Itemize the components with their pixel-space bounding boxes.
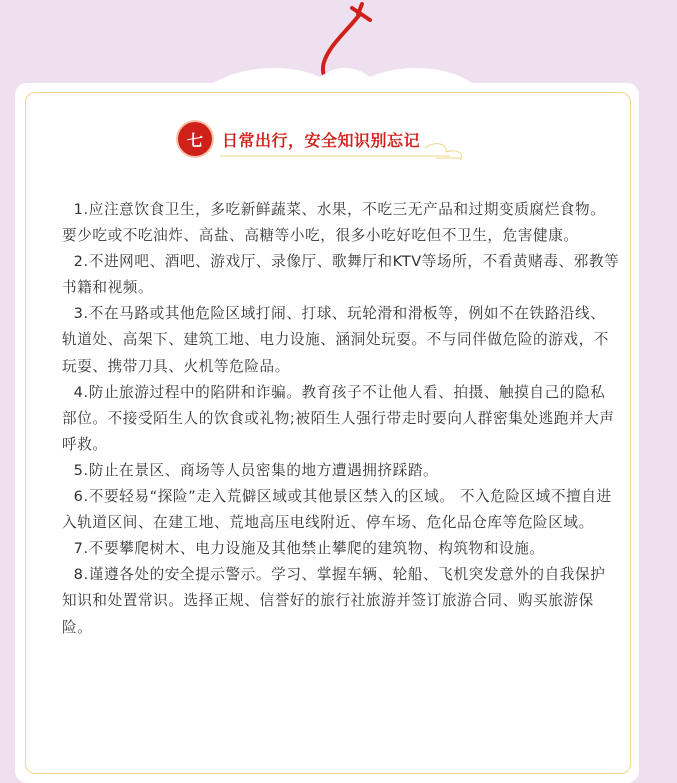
paragraph-5: 5.防止在景区、商场等人员密集的地方遭遇拥挤踩踏。	[73, 461, 439, 479]
section-heading	[178, 122, 420, 156]
paragraph-7: 7.不要攀爬树木、电力设施及其他禁止攀爬的建筑物、构筑物和设施。	[73, 540, 545, 558]
paragraph-6: 6.不要轻易“探险”走入荒僻区域或其他景区禁入的区域。 不入危险区域不擅自进入轨道区间、在建工地、荒地高压电线附近、停车场、危化品仓库等危险区域。	[62, 488, 612, 532]
section-title: 日常出行，安全知识别忘记	[222, 130, 421, 150]
paragraph-4: 4.防止旅游过程中的陷阱和诈骗。教育孩子不让他人看、拍摄、触摸自己的隐私部位。不接受陌生人的饮食或礼物;被陌生人强行带走时要向人群密集处逃跑并大声呼救。	[62, 383, 615, 453]
article-body	[62, 197, 620, 641]
paragraph-1: 1.应注意饮食卫生，多吃新鲜蔬菜、水果，不吃三无产品和过期变质腐烂食物。要少吃或不吃油炸、高盐、高糖等小吃，很多小吃好吃但不卫生，危害健康。	[62, 201, 606, 245]
paragraph-8: 8.谨遵各处的安全提示警示。学习、掌握车辆、轮船、飞机突发意外的自我保护知识和处置常识。选择正规、信誉好的旅行社旅游并签订旅游合同、购买旅游保险。	[62, 566, 606, 636]
paragraph-3: 3.不在马路或其他危险区域打闹、打球、玩轮滑和滑板等，例如不在铁路沿线、轨道处、高架下、建筑工地、电力设施、涵洞处玩耍。不与同伴做危险的游戏，不玩耍、携带刀具、火机等危险品。	[62, 305, 609, 375]
section-number-badge: 七	[178, 122, 212, 156]
paragraph-2: 2.不进网吧、酒吧、游戏厅、录像厅、歌舞厅和KTV等场所，不看黄赌毒、邪教等书籍和视频。	[62, 253, 620, 297]
